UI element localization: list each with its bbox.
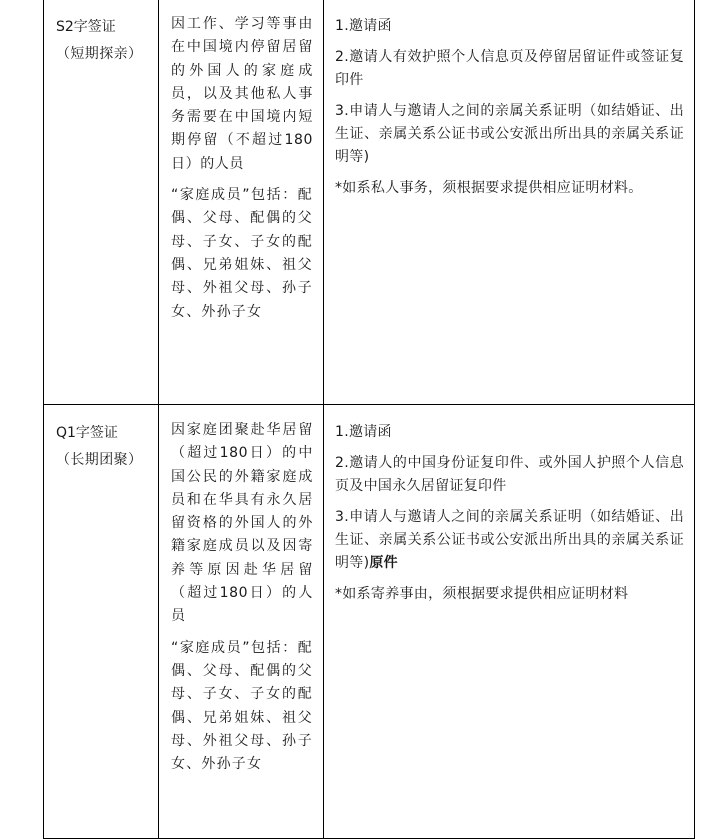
- requirement-item: 2.邀请人的中国身份证复印件、或外国人护照个人信息页及中国永久居留证复印件: [335, 455, 684, 494]
- applicant-scope-text: 因家庭团聚赴华居留（超过180日）的中国公民的外籍家庭成员和在华具有永久居留资格的外国人的外籍家庭成员以及因寄养等原因赴华居留（超过180日）的人员: [171, 422, 313, 625]
- family-members-note: “家庭成员”包括：配偶、父母、配偶的父母、子女、子女的配偶、兄弟姐妹、祖父母、外祖父母、孙子女、外孙子女: [171, 639, 313, 773]
- visa-purpose: （短期探亲）: [56, 46, 142, 62]
- visa-name: S2字签证: [56, 19, 116, 35]
- visa-type-cell: [44, 405, 159, 839]
- requirement-item: 1.邀请函: [335, 424, 392, 440]
- requirement-item: 2.邀请人有效护照个人信息页及停留居留证件或签证复印件: [335, 49, 684, 88]
- applicant-scope-text: 因工作、学习等事由在中国境内停留居留的外国人的家庭成员，以及其他私人事务需要在中国境内短期停留（不超过180日）的人员: [171, 16, 313, 172]
- family-members-note: “家庭成员”包括：配偶、父母、配偶的父母、子女、子女的配偶、兄弟姐妹、祖父母、外祖父母、孙子女、外孙子女: [171, 187, 313, 320]
- applicant-scope-cell: [159, 405, 324, 839]
- required-documents-cell: [324, 0, 695, 405]
- visa-name: Q1字签证: [56, 425, 118, 441]
- requirement-note: *如系私人事务，须根据要求提供相应证明材料。: [335, 180, 643, 196]
- requirement-item: [335, 506, 684, 575]
- original-document-label: 原件: [369, 555, 398, 571]
- requirement-item: 1.邀请函: [335, 18, 392, 34]
- table-row-q1-visa: [44, 405, 695, 839]
- requirement-text: 3.申请人与邀请人之间的亲属关系证明（如结婚证、出生证、亲属关系公证书或公安派出所出具的亲属关系证明等): [335, 509, 684, 571]
- applicant-scope-cell: [159, 0, 324, 405]
- requirement-item: 3.申请人与邀请人之间的亲属关系证明（如结婚证、出生证、亲属关系公证书或公安派出所出具的亲属关系证明等): [335, 103, 684, 165]
- required-documents-cell: [324, 405, 695, 839]
- visa-purpose: （长期团聚）: [56, 452, 142, 468]
- visa-requirements-table: [43, 0, 695, 839]
- visa-type-cell: [44, 0, 159, 405]
- requirement-note: *如系寄养事由，须根据要求提供相应证明材料: [335, 586, 629, 602]
- table-row-s2-visa: [44, 0, 695, 405]
